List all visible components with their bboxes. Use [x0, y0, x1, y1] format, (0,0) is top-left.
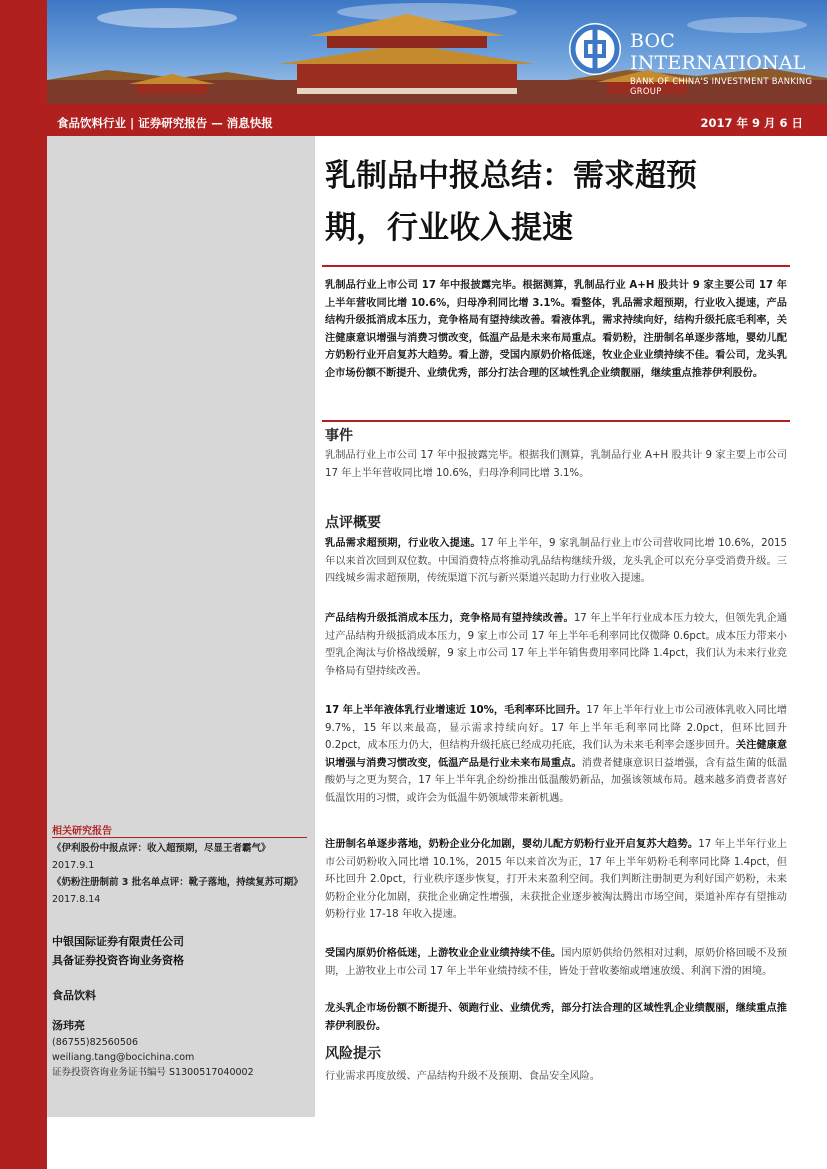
related-report-2-date: 2017.8.14 — [52, 894, 101, 905]
review-paragraph-6 — [325, 1000, 787, 1035]
report-date: 2017 年 9 月 6 日 — [700, 116, 803, 130]
review-p3-text-2: 消费者健康意识日益增强，含有益生菌的低温酸奶与之更为契合，17 年上半年乳企纷纷推出低温酸奶新品，加强该领域布局。越来越多消费者喜好低温饮用的习惯，或许会为低温牛奶领域带来新机遇。 — [325, 757, 788, 804]
title-line-2: 期，行业收入提速 — [325, 210, 573, 246]
sector-label: 食品饮料 — [52, 989, 96, 1002]
boci-logo — [569, 23, 621, 75]
related-report-1-title: 《伊利股份中报点评：收入超预期，尽显王者霸气》 — [52, 843, 271, 854]
review-paragraph-2 — [325, 610, 787, 680]
summary-divider — [322, 420, 790, 422]
review-p2-bold: 产品结构升级抵消成本压力，竞争格局有望持续改善。 — [325, 613, 574, 624]
review-p5-text: 国内原奶供给仍然相对过剩，原奶价格回暖不及预期，上游牧业上市公司 17 年上半年业绩持续不佳，皆处于营收萎缩或增速放缓、利润下滑的困境。 — [325, 948, 788, 977]
company-qualification: 具备证券投资咨询业务资格 — [52, 954, 184, 967]
related-report-2[interactable] — [52, 874, 310, 908]
review-heading: 点评概要 — [325, 515, 381, 531]
event-text: 乳制品行业上市公司 17 年中报披露完毕。根据我们测算，乳制品行业 A+H 股共计 9 家主要上市公司 17 年上半年营收同比增 10.6%，归母净利同比增 3.1%。 — [325, 450, 787, 479]
review-p3-bold-2: 关注健康意识增强与消费习惯改变，低温产品是行业未来布局重点。 — [325, 740, 788, 769]
company-name: 中银国际证券有限责任公司 — [52, 935, 184, 948]
brand-tagline: BANK OF CHINA'S INVESTMENT BANKING GROUP — [630, 76, 813, 96]
analyst-name: 汤玮亮 — [52, 1019, 85, 1032]
event-heading: 事件 — [325, 428, 353, 444]
page-title — [325, 150, 795, 254]
analyst-phone: (86755)82560506 — [52, 1037, 138, 1048]
review-paragraph-5 — [325, 945, 787, 980]
risk-text: 行业需求再度放缓、产品结构升级不及预期、食品安全风险。 — [325, 1071, 601, 1082]
brand-name: BOC INTERNATIONAL — [630, 30, 806, 74]
analyst-email[interactable]: weiliang.tang@bocichina.com — [52, 1052, 195, 1063]
review-p2-text: 17 年上半年行业成本压力较大，但领先乳企通过产品结构升级抵消成本压力，9 家上市公司 17 年上半年毛利率同比仅微降 0.6pct。成本压力带来小型乳企淘汰与价格战缓解，9 家上市公司 17 年上半年销售费用率同比降 1.4pct，我们认为未来行业竞争格局有望持续改善。 — [325, 613, 788, 677]
left-red-stripe — [0, 0, 47, 1169]
report-category: 食品饮料行业 | 证券研究报告 — 消息快报 — [57, 116, 273, 130]
review-p4-bold: 注册制名单逐步落地，奶粉企业分化加剧，婴幼儿配方奶粉行业开启复苏大趋势。 — [325, 839, 699, 850]
header-banner — [47, 0, 827, 104]
report-category-bar — [47, 110, 827, 136]
analyst-certificate: 证券投资咨询业务证书编号 S1300517040002 — [52, 1067, 254, 1078]
review-p1-text: 17 年上半年，9 家乳制品行业上市公司营收同比增 10.6%，2015 年以来首次回到双位数。中国消费特点将推动乳品结构继续升级，龙头乳企可以充分享受消费升级。三四线城乡需求超预期，传统渠道下沉与新兴渠道兴起助力行业收入提速。 — [325, 538, 788, 585]
brand-text — [630, 30, 827, 96]
risk-heading: 风险提示 — [325, 1046, 381, 1062]
review-paragraph-4 — [325, 836, 787, 924]
related-report-1[interactable] — [52, 840, 310, 874]
review-paragraph-1 — [325, 535, 787, 588]
related-reports-heading: 相关研究报告 — [52, 826, 112, 837]
review-p4-text: 17 年上半年行业上市公司奶粉收入同比增 10.1%，2015 年以来首次为正，17 年上半年奶粉毛利率同比降 1.4pct，但环比回升 2.0pct，行业秩序逐步恢复，打开未来盈利空间。我们判断注册制更为利好国产奶粉，未来奶粉企业分化加剧，获批企业确定性增强，未获批企业逐步被淘汰腾出市场空间，渠道补库存有望推动奶粉行业 17-18 年收入提速。 — [325, 839, 788, 921]
review-p3-text-1: 17 年上半年行业上市公司液体乳收入同比增 9.7%，15 年以来最高，显示需求持续向好。17 年上半年毛利率同比降 2.0pct，但环比回升 0.2pct，成本压力仍大，但结构升级托底已经成功托底，我们认为未来毛利率会逐步回升。 — [325, 705, 788, 752]
review-paragraph-3 — [325, 702, 787, 808]
review-p6-bold: 龙头乳企市场份额不断提升、领跑行业、业绩优秀，部分打法合理的区域性乳企业绩靓丽，继续重点推荐伊利股份。 — [325, 1003, 787, 1032]
title-divider — [322, 265, 790, 267]
related-report-1-date: 2017.9.1 — [52, 860, 95, 871]
related-reports-divider — [52, 837, 307, 838]
summary-paragraph: 乳制品行业上市公司 17 年中报披露完毕。根据测算，乳制品行业 A+H 股共计 9 家主要公司 17 年上半年营收同比增 10.6%，归母净利同比增 3.1%。看整体，乳品需求超预期，行业收入提速，产品结构升级抵消成本压力，竞争格局有望持续改善。看液体乳，需求持续向好，结构升级托底毛利率，关注健康意识增强与消费习惯改变，低温产品是未来布局重点。看奶粉，注册制名单逐步落地，婴幼儿配方奶粉行业开启复苏大趋势。看上游，受国内原奶价格低迷，牧业企业业绩持续不佳。看公司，龙头乳企市场份额不断提升、业绩优秀，部分打法合理的区域性乳企业绩靓丽，继续重点推荐伊利股份。 — [325, 280, 787, 379]
review-p3-bold: 17 年上半年液体乳行业增速近 10%，毛利率环比回升。 — [325, 705, 587, 716]
review-p1-bold: 乳品需求超预期，行业收入提速。 — [325, 538, 481, 549]
review-p5-bold: 受国内原奶价格低迷，上游牧业企业业绩持续不佳。 — [325, 948, 562, 959]
title-line-1: 乳制品中报总结：需求超预 — [325, 158, 697, 194]
related-report-2-title: 《奶粉注册制前 3 批名单点评：靴子落地，持续复苏可期》 — [52, 877, 303, 888]
